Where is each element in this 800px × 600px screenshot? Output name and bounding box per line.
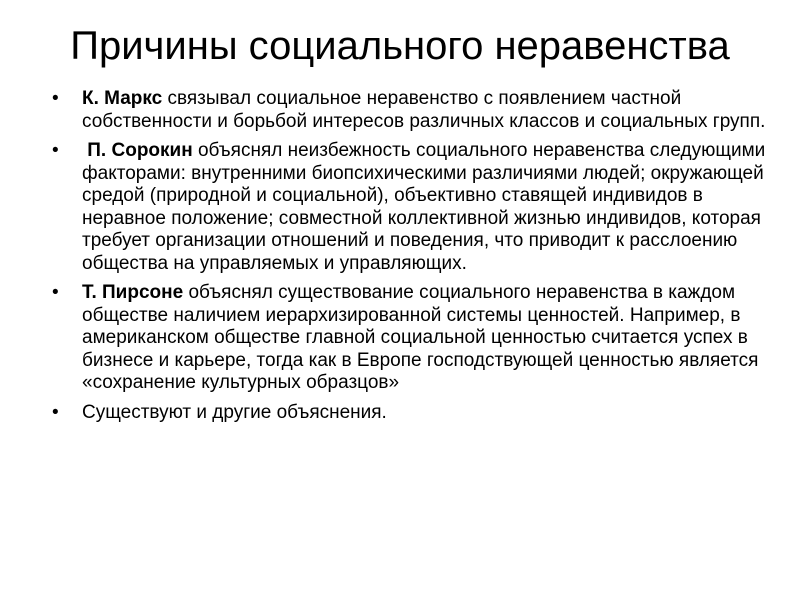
- bullet-item-sorokin: [50, 140, 770, 275]
- bullet-icon: •: [52, 88, 59, 109]
- bullet-text: Существуют и другие объяснения.: [82, 401, 387, 423]
- bullet-text: связывал социальное неравенство с появлением частной собственности и борьбой интересов различных классов и социальных групп.: [82, 88, 766, 132]
- bullet-text: объяснял существование социального неравенства в каждом обществе наличием иерархизированной системы ценностей. Например, в американском обществе главной социальной ценностью считается успех в бизнесе и карьере, тогда как в Европе господствующей ценностью является «сохранение культурных образцов»: [82, 282, 759, 393]
- bullet-author-name: К. Маркс: [82, 88, 163, 109]
- bullet-item-other: [50, 402, 770, 425]
- bullet-item-parsons: [50, 282, 770, 395]
- bullet-icon: •: [52, 401, 59, 423]
- bullet-author-name: П. Сорокин: [82, 140, 193, 161]
- bullet-icon: •: [52, 140, 59, 161]
- bullet-author-name: Т. Пирсоне: [82, 282, 184, 303]
- bullet-icon: •: [52, 282, 59, 303]
- bullet-list: [50, 88, 770, 431]
- bullet-text: объяснял неизбежность социального неравенства следующими факторами: внутренними биопсихическими различиями людей; окружающей средой (природной и социальной), объективно ставящей индивидов в неравное положение; совместной коллективной жизнью индивидов, которая требует организации отношений и поведения, что приводит к расслоению общества на управляемых и управляющих.: [82, 140, 766, 274]
- slide-title: Причины социального неравенства: [70, 24, 730, 68]
- bullet-item-marx: [50, 88, 770, 133]
